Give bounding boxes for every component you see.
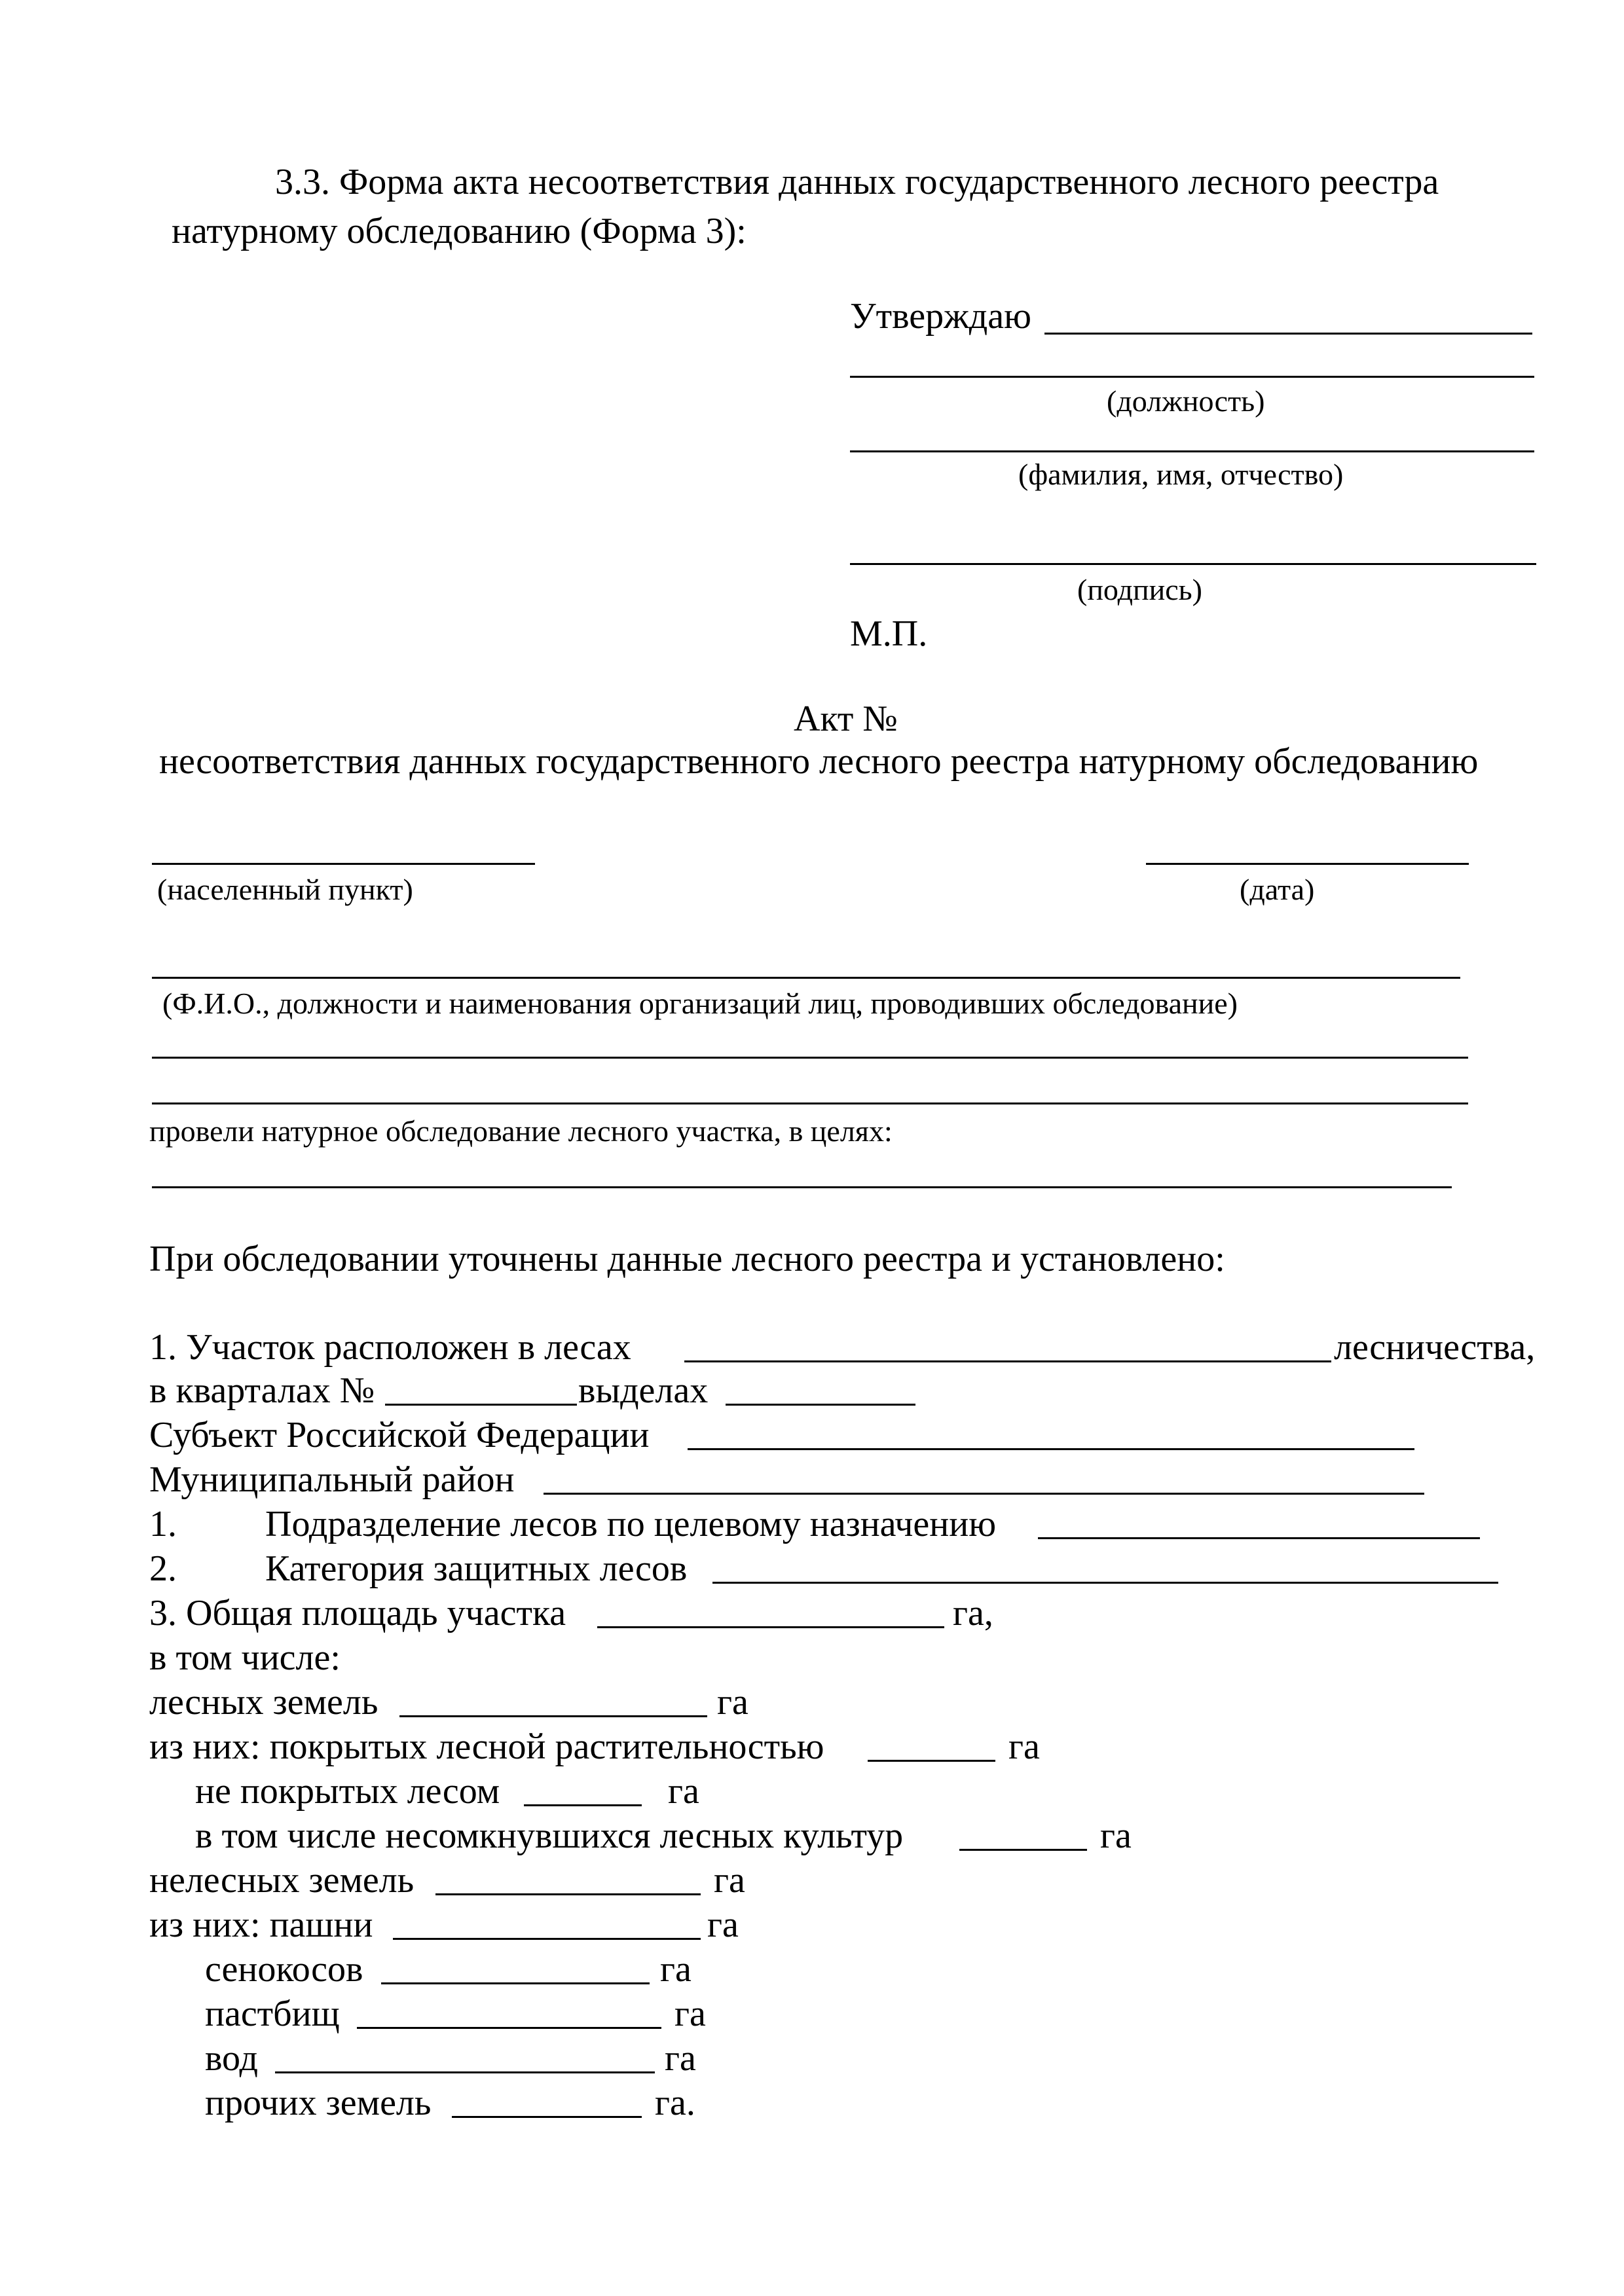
area-unit: га,: [953, 1593, 993, 1633]
fullname-line[interactable]: [850, 450, 1534, 452]
pasture-unit: га: [674, 1994, 706, 2034]
approve-label: Утверждаю: [850, 296, 1031, 337]
municipal-line[interactable]: [544, 1493, 1424, 1495]
date-line[interactable]: [1146, 863, 1469, 865]
purpose-designation-line[interactable]: [1038, 1537, 1480, 1539]
pasture-label: пастбищ: [205, 1994, 340, 2034]
not-covered-label: не покрытых лесом: [195, 1771, 500, 1812]
area-line[interactable]: [597, 1626, 944, 1628]
forest-lands-line[interactable]: [399, 1715, 707, 1717]
participants-caption: (Ф.И.О., должности и наименования организаций лиц, проводивших обследование): [162, 987, 1238, 1020]
item1-suffix: лесничества,: [1334, 1327, 1536, 1368]
other-unit: га.: [655, 2083, 695, 2123]
kvartal-label: в кварталах №: [149, 1370, 375, 1411]
findings-intro: При обследовании уточнены данные лесного реестра и установлено:: [149, 1239, 1225, 1279]
position-line[interactable]: [850, 376, 1534, 378]
arable-line[interactable]: [393, 1938, 701, 1940]
purpose-line[interactable]: [152, 1186, 1452, 1188]
forest-lands-label: лесных земель: [149, 1682, 378, 1722]
act-subtitle: несоответствия данных государственного лесного реестра натурному обследованию: [159, 741, 1479, 782]
sub1-num: 1.: [149, 1504, 177, 1544]
water-label: вод: [205, 2038, 258, 2079]
municipal-label: Муниципальный район: [149, 1459, 515, 1500]
other-line[interactable]: [452, 2116, 642, 2118]
nonforest-unit: га: [714, 1860, 745, 1901]
unclosed-line[interactable]: [959, 1849, 1087, 1851]
unclosed-label: в том числе несомкнувшихся лесных культур: [195, 1815, 904, 1856]
place-line[interactable]: [152, 863, 535, 865]
sub1-text: Подразделение лесов по целевому назначению: [265, 1504, 997, 1544]
act-title: Акт №: [794, 699, 898, 739]
not-covered-unit: га: [668, 1771, 699, 1812]
subject-line[interactable]: [688, 1448, 1414, 1450]
participants-line-2[interactable]: [152, 1057, 1468, 1059]
nonforest-label: нелесных земель: [149, 1860, 415, 1901]
sub2-num: 2.: [149, 1548, 177, 1589]
hay-label: сенокосов: [205, 1949, 363, 1990]
subject-label: Субъект Российской Федерации: [149, 1415, 650, 1455]
heading-line-2: натурному обследованию (Форма 3):: [172, 211, 747, 251]
water-unit: га: [665, 2038, 696, 2079]
including-label: в том числе:: [149, 1637, 341, 1678]
approve-line[interactable]: [1044, 333, 1532, 335]
signature-line[interactable]: [850, 563, 1536, 565]
purpose-label: провели натурное обследование лесного участка, в целях:: [149, 1114, 893, 1148]
participants-line-1[interactable]: [152, 977, 1460, 979]
forest-location-line[interactable]: [684, 1360, 1331, 1362]
position-caption: (должность): [1107, 384, 1265, 418]
area-label: 3. Общая площадь участка: [149, 1593, 566, 1633]
forest-lands-unit: га: [717, 1682, 748, 1722]
vydel-label: выделах: [578, 1370, 709, 1411]
signature-caption: (подпись): [1077, 573, 1202, 606]
unclosed-unit: га: [1100, 1815, 1132, 1856]
date-caption: (дата): [1240, 873, 1315, 906]
kvartal-line[interactable]: [385, 1404, 577, 1406]
hay-line[interactable]: [381, 1982, 650, 1984]
arable-unit: га: [707, 1904, 739, 1945]
covered-label: из них: покрытых лесной растительностью: [149, 1726, 824, 1767]
water-line[interactable]: [275, 2071, 655, 2073]
item1-label: 1. Участок расположен в лесах: [149, 1327, 631, 1368]
covered-line[interactable]: [868, 1760, 995, 1762]
not-covered-line[interactable]: [524, 1804, 642, 1806]
arable-label: из них: пашни: [149, 1904, 373, 1945]
covered-unit: га: [1008, 1726, 1040, 1767]
participants-line-3[interactable]: [152, 1102, 1468, 1104]
pasture-line[interactable]: [357, 2027, 661, 2029]
nonforest-line[interactable]: [435, 1893, 701, 1895]
heading-line-1: 3.3. Форма акта несоответствия данных государственного лесного реестра: [275, 162, 1439, 202]
vydel-line[interactable]: [726, 1404, 915, 1406]
hay-unit: га: [660, 1949, 692, 1990]
sub2-text: Категория защитных лесов: [265, 1548, 688, 1589]
other-label: прочих земель: [205, 2083, 432, 2123]
place-caption: (населенный пункт): [157, 873, 413, 906]
fullname-caption: (фамилия, имя, отчество): [1018, 458, 1344, 491]
seal-label: М.П.: [850, 613, 928, 654]
protective-category-line[interactable]: [712, 1582, 1498, 1584]
